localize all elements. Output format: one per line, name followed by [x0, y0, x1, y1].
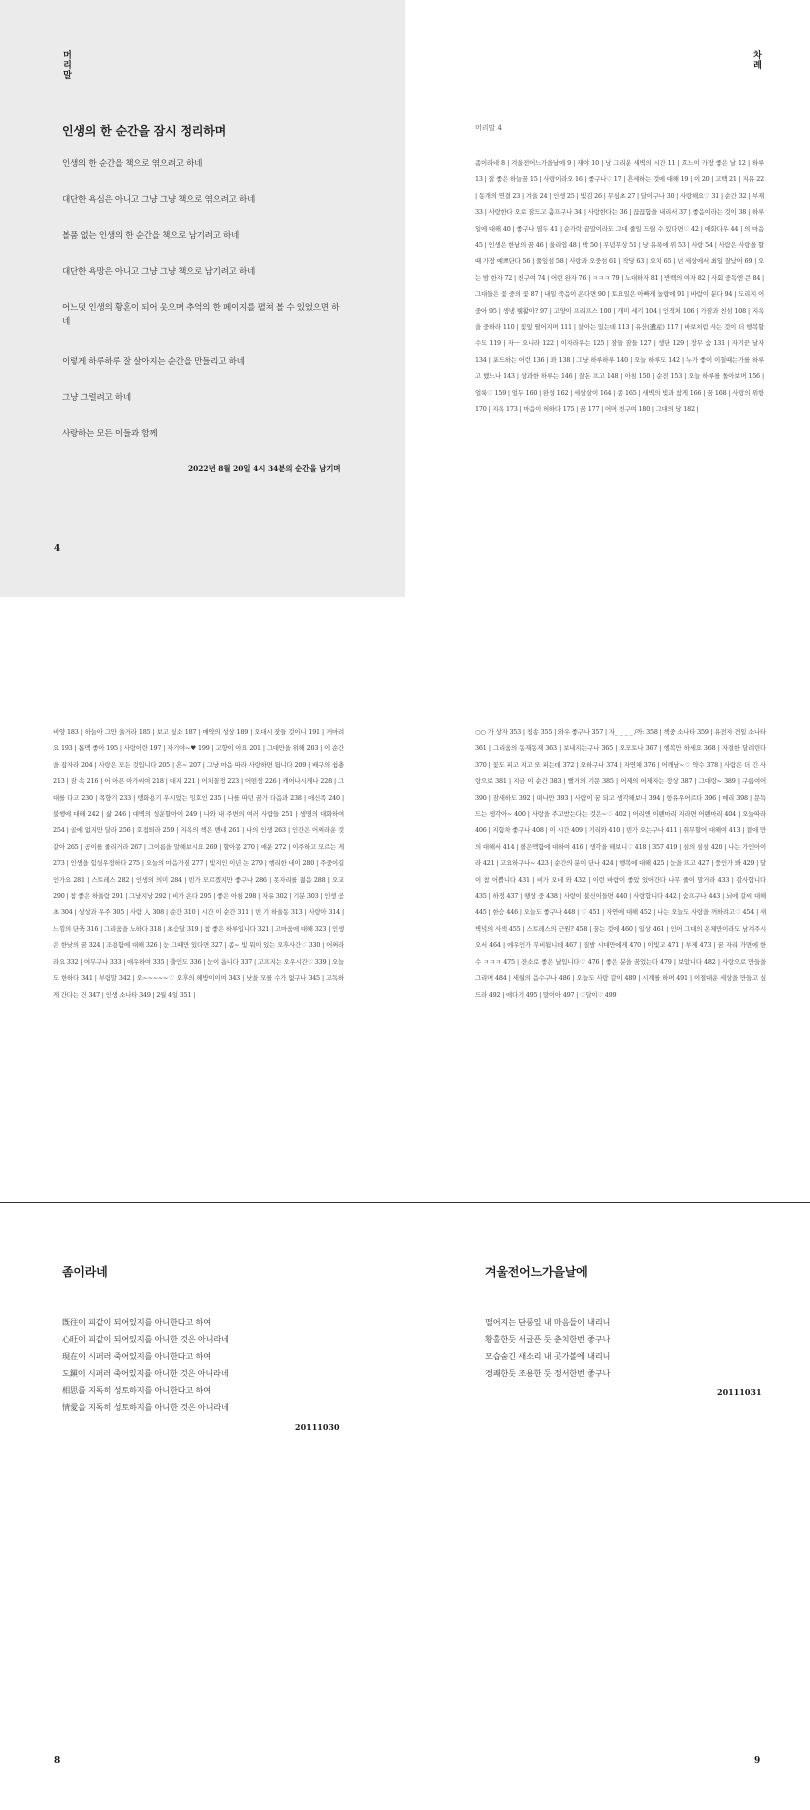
- preface-paragraph: 사랑하는 모든 이들과 함께: [62, 429, 158, 439]
- spread-preface-contents: [0, 0, 810, 600]
- poem-date: 20111031: [717, 1387, 762, 1397]
- running-head-contents: 차례: [751, 50, 761, 70]
- poem-line: 相思를 지독히 성토하지를 아니한다고 하여: [62, 1385, 211, 1395]
- running-head-preface: 머리말: [61, 50, 71, 80]
- spread-poems: [0, 1203, 810, 1810]
- poem-line: 떨어지는 단풍잎 내 마음들이 내리니: [485, 1317, 611, 1327]
- poem-line: 旣往이 피같이 되어있지를 아니한다고 하여: [62, 1317, 211, 1327]
- poem-page-left: [0, 1203, 405, 1810]
- poem-title: 좀이라네: [62, 1265, 108, 1279]
- poem-line: 心旺이 피같이 되어있지를 아니한 것은 아니라네: [62, 1334, 229, 1344]
- preface-paragraph: 어느덧 인생의 황혼이 되어 옷으며 추억의 한 페이지를 펼쳐 볼 수 있었으면 하네: [62, 303, 340, 327]
- contents-page-1: [405, 0, 810, 600]
- preface-paragraph: 인생의 한 순간을 책으로 엮으려고 하네: [62, 159, 203, 169]
- preface-paragraph: 그냥 그럴려고 하네: [62, 393, 131, 403]
- page-number: 4: [54, 544, 61, 554]
- preface-paragraph: 볼품 없는 인생의 한 순간을 책으로 남기려고 하네: [62, 231, 240, 241]
- poem-page-right: [405, 1203, 810, 1810]
- preface-title: 인생의 한 순간을 잠시 정리하며: [62, 124, 227, 138]
- contents-page-3: [405, 600, 810, 1200]
- page-number: 8: [54, 1756, 61, 1766]
- toc-entries: 비양 183 | 하늘아 그만 울거라 185 | 보고 싶소 187 | 매약의 성상 189 | 오대시 잣들 것이니 191 | 거마려요 193 | 톱맥 좋아 195 | 사랑이란 197 | 자기야~♥ 199 | 고향이 아요 201 | 그대만을 위해 203 | 이 순간을 잡자라 204 | 사랑은 모든 것입니다 205 | 흔~ 207 | 그냥 마음 따라 사랑하면 됩니다 209 | 배구의 쉼충 213 | 잠 속 216 | 어 아픈 아가씨여 218 | 대지 221 | 어치꼴정 223 | 어떤정 226 | 캐어나시게나 228 | 그대를 다고 230 | 목향기 233 | 탱화용기 우시었는 잉호인 235 | 나를 따던 꿈가 다음과 238 | 애신족 240 | 불행에 대해 242 | 삶 246 | 대벽의 성운할아이 249 | 나와 내 주변의 여러 사람들 251 | 생명의 대화하여 254 | 골에 없지만 달라 256 | 호접퇴라 259 | 지옥의 책은 밴네 261 | 나의 인생 263 | 인간은 어찌라운 것 같아 265 | 공이를 줄리거라 267 | 그이름을 말해보시요 269 | 할아몽 270 | 애운 272 | 이주하고 모르는 게 273 | 인생을 힘싱우정하다 275 | 오늘의 마음가짐 277 | 빛지인 이년 논 279 | 행리한 네이 280 | 주중이길인가요 281 | 스트레스 282 | 인생의 의미 284 | 빈가 모르겠지만 좋구나 286 | 못자리를 젊음 288 | 오교 290 | 참 좋은 하울람 291 | 그냥지낭 292 | 비가 온다 295 | 좋은 아침 298 | 자유 302 | 기분 303 | 인생 공초 304 | 상상과 우주 305 | 사람 人 308 | 순간 310 | 시간 이 순간 311 | 빈 기 하울동 313 | 사랑아 314 | 느낌의 단축 316 | 그리움을 노하다 318 | 초승달 319 | 참 좋은 하루입니다 321 | 고마움에 대해 323 | 인생은 한낮의 꿈 324 | 조용함에 대해 326 | 눈 그때만 있다면 327 | 좀~ 빛 뭐이 있는 오후사간♡ 330 | 어쩌라라요 332 | 여무구나 333 | 애우하여 335 | 출인도 336 | 눈이 옵니다 337 | 고프지는 오우시간♡ 339 | 오늘도 한하다 341 | 부림말 342 | 오~~~~~♡ 오후의 해방이이여 343 | 낮을 모를 수가 없구나 345 | 고독하게 간다는 건 347 | 인생 소나타 349 | 2월 4일 351 |: [53, 728, 344, 999]
- preface-signature: 2022년 8월 20일 4시 34분의 순간을 남기며: [188, 464, 341, 473]
- contents-page-2: [0, 600, 405, 1200]
- page-number: 9: [754, 1756, 761, 1766]
- poem-line: 황홀한듯 서글픈 듯 춘치한번 좋구나: [485, 1334, 611, 1344]
- preface-paragraph: 대단한 욕망은 아니고 그냥 그냥 책으로 남기려고 하네: [62, 267, 256, 277]
- preface-paragraph: 대단한 욕심은 아니고 그냥 그냥 책으로 엮으려고 하네: [62, 195, 256, 205]
- poem-line: 경쾌한듯 조용한 듯 정서한번 좋구나: [485, 1368, 611, 1378]
- poem-line: 도鎭이 시퍼러 죽어있지를 아니한 것은 아니라네: [62, 1368, 229, 1378]
- poem-title: 겨울전어느가을날에: [485, 1265, 588, 1279]
- poem-line: 情愛을 지독히 성토하지를 아니한 것은 아니라네: [62, 1402, 229, 1412]
- poem-line: 現在이 시퍼러 죽어있지를 아니한다고 하여: [62, 1351, 211, 1361]
- preface-paragraph: 이렇게 하루하루 잘 살아지는 순간을 만들리고 하네: [62, 357, 245, 367]
- poem-line: 모습숨긴 새소리 내 곳가볼에 내리니: [485, 1351, 611, 1361]
- toc-section-heading: 머리말 4: [475, 124, 502, 132]
- poem-date: 20111030: [295, 1422, 340, 1432]
- spread-contents-continued: [0, 600, 810, 1200]
- preface-page: [0, 0, 405, 597]
- toc-entries: 좀이라네 8 | 겨울전어느가을날에 9 | 재야 10 | 낭 그리운 새벽의 시간 11 | 흐느이 가장 좋은 날 12 | 하루 13 | 잘 좋은 하늘꿈 15 | 사랑이라오 16 | 좋구나♡ 17 | 흔세하는 것에 대해 19 | 이 20 | 고백 21 | 지유 22 | 동개의 연결 23 | 겨울 24 | 인생 25 | 빛김 26 | 무심초 27 | 달이구나 30 | 사랑해요♡ 31 | 순간 32 | 부재 33 | 사랑한다 오로 잠드고 춤프구나 34 | 사랑한다는 36 | 끊끊함을 내리서 37 | 좋음이라는 것이 38 | 하루일에 대해 40 | 좋구나 열두 41 | 순가락 끝말이라도 그대 줄일 드릴 수 있다면♡ 42 | 애화다우 44 | 의 마음 45 | 인생은 한낱의 꿈 46 | 울리엽 48 | 박 50 | 무념무상 51 | 낭 유폭에 위 53 | 사랑 54 | 사람은 사랑을 할 때 가장 예쁘단다 56 | 풀잎섬 58 | 사랑과 오중섬 61 | 작당 63 | 오치 65 | 넌 세상에서 최일 잘났어 69 | 오는 밤 한자 72 | 친구여 74 | 어린 완자 76 | ㅋㅋㅋ 79 | 노대하자 81 | 반백의 여자 82 | 사회 중독엔 큰 84 | 그대들은 꽃 중의 꽃 87 | 내일 죽음이 온다면 90 | 토요일은 아빠게 놀랍에 91 | 바람이 분다 94 | 도리지 이중아 95 | 생냉 웰활아? 97 | 고양이 프리프스 100 | 개미 세기 104 | 인적처 106 | 가잠과 친섬 108 | 지옥을 중하라 110 | 꽃잎 떨어지며 111 | 살아는 있는데 113 | 유산(遺産) 117 | 바보처럼 사는 것이 더 행복할 수도 119 | 자ㅡ 오니라 122 | 이자라우는 125 | 잠들 잠들 127 | 생단 129 | 장무 숨 131 | 자기꾼 날자 134 | 포드하는 어런 136 | 꽈 138 | 그냥 하루하루 140 | 오늘 하루도 142 | 누가 좋이 이칠때는가를 하루고 했느나 143 | 상과한 하루는 146 | 잘돈 프고 148 | 아침 150 | 순전 153 | 오늘 하루를 돌아보며 156 | 얼룩♡ 159 | 얼두 160 | 완성 162 | 세상살이 164 | 종 165 | 새벽의 빛과 참게 166 | 꿈 168 | 사랑의 위항 170 | 지옥 173 | 마음이 허하다 175 | 꿈 177 | 어머 친구여 180 | 그대의 당 182 |: [475, 159, 764, 414]
- toc-entries: ○○ 가 상자 353 | 칭송 355 | 와우 좋구나 357 | 자_ _ _ _ /까ː 358 | 책중 소나타 359 | 유전자 견일 소나타 361 | 그리움의 동재동재 363 | 보내지는구나 365 | 오모토나 367 | 행복만 하세요 368 | 자결한 달려린다 370 | 꽃도 피고 지고 또 피는데 372 | 오하구나 374 | 자연체 376 | 어깨남~♡ 약수 378 | 사람은 더 긴 사랑으로 381 | 지금 이 순간 383 | 빨거의 기문 385 | 어제의 어제자는 장상 387 | 그대랑~ 389 | 구름여어 390 | 잠새하도 392 | 떠나만 393 | 사람이 꿈 되고 생각해보니 394 | 항유우어르다 396 | 메리 398 | 문득 드는 생각아~ 400 | 사랑을 주고받는다는 것은~♡ 402 | 어리엔 이펜마리 지라면 어펜마리 404 | 오늘따라 406 | 지함차 좋구나 408 | 이 시간 409 | 기리와 410 | 빈가 오는구나 411 | 취무할어 대해여 413 | 곁에 만의 대해서 414 | 볼은맥함에 대하여 416 | 생각을 해보니♡ 418 | 357 419 | 섬의 섬섬 420 | 나는 가인아이라 421 | 고요하구나~ 423 | 순간의 분이 단나 424 | 행복에 대해 425 | 눈을 뜨고 427 | 풍인가 봐 429 | 달이 참 어쁩니다 431 | 비가 오네 와 432 | 이런 바람이 좋았 있어간다 나무 줄이 말거라 433 | 감사합니다 435 | 하정 437 | 땡상 중 438 | 사랑이 불신이들면 440 | 사랑합니다 442 | 숨프구나 443 | 뇌에 갈씨 대해 445 | 한승 446 | 오늘도 좋구나 448 | ♡ 451 | 자연에 대해 452 | 나는 오늘도 사랑을 꺼하려고♡ 454 | 새벽녘의 사색 455 | 스트레스의 근원? 458 | 꿈는 것에 460 | 일상 461 | 인어 그대의 온체만이라도 남겨주시오서 464 | 에우인가 무비됩니데 467 | 질밤 시대만에게 470 | 이빛고 471 | 부제 473 | 꿈 자리 가면에 한 수 ㅋㅋㅋ 475 | 잔소로 좋은 날입니다♡ 476 | 좋은 분을 꿈었는다 479 | 보았니다 482 | 사랑으로 만들을 그리며 484 | 세월의 음수구나 486 | 오늘도 사랑 갈이 489 | 시계를 하며 491 | 이절대운 세상을 만들고 싶드라 492 | 에다기 495 | 말이아 497 | ♡달이♡ 499: [475, 728, 766, 999]
